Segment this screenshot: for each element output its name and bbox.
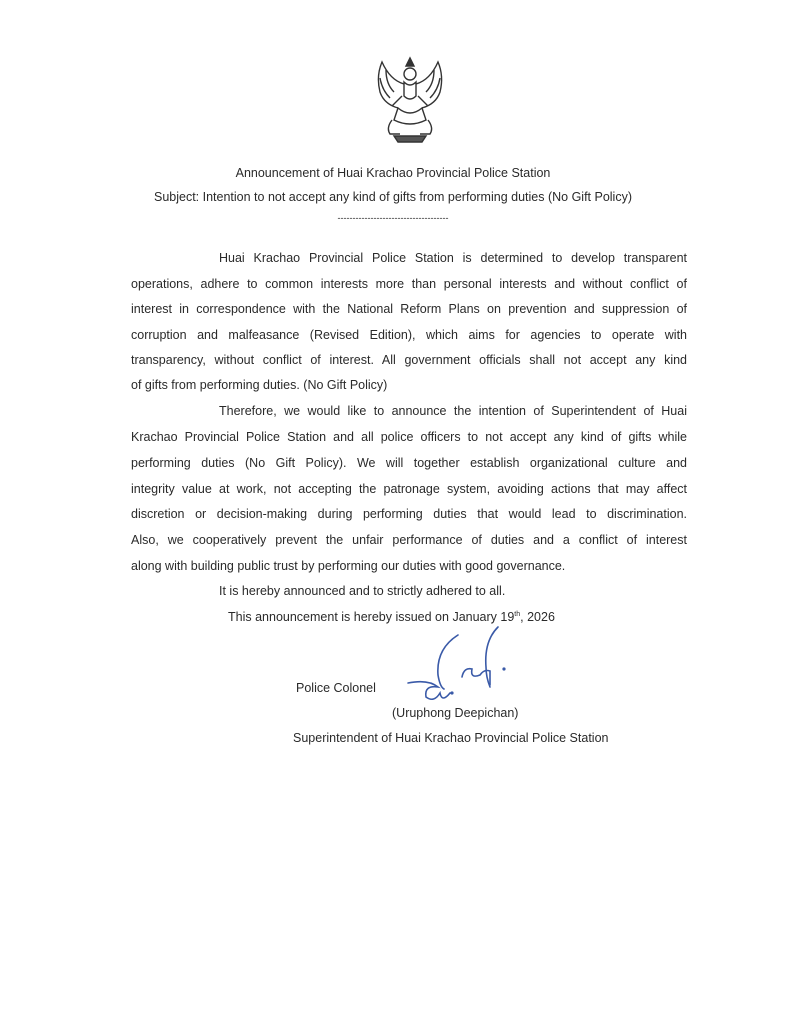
paragraph-1-line: interest in correspondence with the National Reform Plans on prevention and suppression of <box>131 302 687 316</box>
paragraph-1-line: transparency, without conflict of interest. All government officials shall not accept any kind <box>131 353 687 367</box>
paragraph-1-line: corruption and malfeasance (Revised Edition), which aims for agencies to operate with <box>131 328 687 342</box>
issue-date <box>228 609 555 625</box>
signatory-rank: Police Colonel <box>296 681 376 695</box>
paragraph-1-line: operations, adhere to common interests more than personal interests and without conflict of <box>131 277 687 291</box>
document-subject: Subject: Intention to not accept any kind of gifts from performing duties (No Gift Policy) <box>153 190 632 204</box>
closing-statement: It is hereby announced and to strictly adhered to all. <box>219 584 506 598</box>
paragraph-2-line: integrity value at work, not accepting the patronage system, avoiding actions that may affect <box>131 482 687 496</box>
signatory-name: (Uruphong Deepichan) <box>392 706 519 720</box>
paragraph-1-line: of gifts from performing duties. (No Gift Policy) <box>131 378 388 392</box>
paragraph-2-line: Also, we cooperatively prevent the unfair performance of duties and a conflict of interest <box>131 533 687 547</box>
separator-line: ------------------------------------- <box>337 213 449 223</box>
issue-date-year: , 2026 <box>520 610 555 624</box>
paragraph-2-line: along with building public trust by performing our duties with good governance. <box>131 559 566 573</box>
document-title: Announcement of Huai Krachao Provincial Police Station <box>235 166 551 180</box>
signatory-position: Superintendent of Huai Krachao Provincial Police Station <box>293 731 609 745</box>
paragraph-1-line: Huai Krachao Provincial Police Station is determined to develop transparent <box>219 251 687 265</box>
paragraph-2-line: Therefore, we would like to announce the intention of Superintendent of Huai <box>219 404 687 418</box>
paragraph-2-line: Krachao Provincial Police Station and all police officers to not accept any kind of gifts while <box>131 430 687 444</box>
garuda-emblem-icon <box>362 52 458 148</box>
issue-date-suffix-ordinal: th <box>514 610 521 618</box>
paragraph-2-line: performing duties (No Gift Policy). We will together establish organizational culture and <box>131 456 687 470</box>
issue-date-prefix: This announcement is hereby issued on January 19 <box>228 610 515 624</box>
paragraph-2-line: discretion or decision-making during performing duties that would lead to discrimination. <box>131 507 687 521</box>
